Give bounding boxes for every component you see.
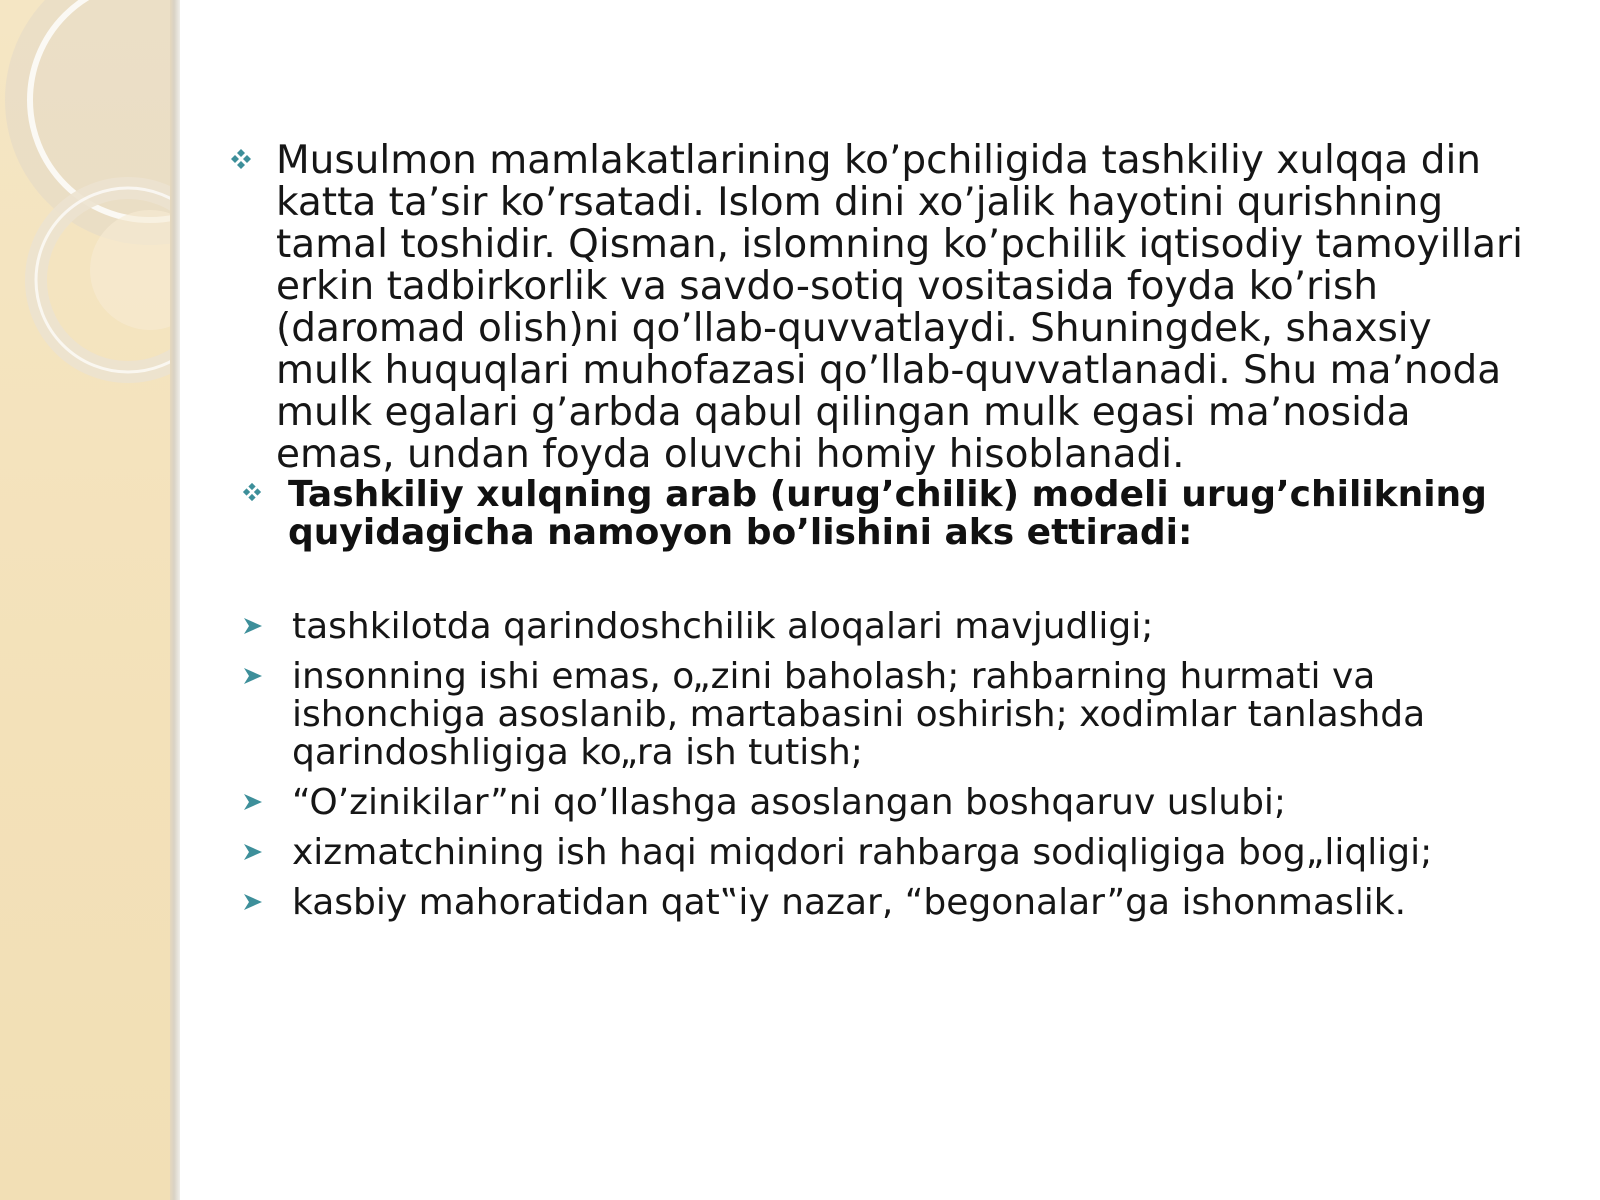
list-item (230, 658, 1530, 772)
decorative-side-panel (0, 0, 176, 1200)
intro-paragraph: Musulmon mamlakatlarining ko’pchiligida tashkiliy xulqqa din katta ta’sir ko’rsatadi. Islom dini xo’jalik hayotini qurishning tamal toshidir. Qisman, islomning ko’pchilik iqtisodiy tamoyillari erkin tadbirkorlik va savdo-sotiq vositasida foyda ko’rish (daromad olish)ni qo’llab-quvvatlaydi. Shuningdek, shaxsiy mulk huquqlari muhofazasi qo’llab-quvvatlanadi. Shu ma’noda mulk egalari g’arbda qabul qilingan mulk egasi ma’nosida emas, undan foyda oluvchi homiy hisoblanadi. (276, 138, 1523, 477)
list-item-text: xizmatchining ish haqi miqdori rahbarga sodiqligiga bog„liqligi; (292, 832, 1433, 873)
arrowhead-bullet-icon (242, 666, 264, 686)
section-heading-block (242, 476, 1530, 552)
list-item-text: tashkilotda qarindoshchilik aloqalari mavjudligi; (292, 606, 1154, 647)
slide-content (230, 140, 1530, 934)
list-item (230, 884, 1530, 922)
four-diamond-bullet-icon (230, 148, 252, 170)
list-item (230, 608, 1530, 646)
list-item-text: insonning ishi emas, o„zini baholash; rahbarning hurmati va ishonchiga asoslanib, martabasini oshirish; xodimlar tanlashda qarindoshligiga ko„ra ish tutish; (292, 656, 1426, 773)
section-heading: Tashkiliy xulqning arab (urug’chilik) modeli urug’chilikning quyidagicha namoyon bo’lishini aks ettiradi: (288, 474, 1487, 553)
list-item (230, 784, 1530, 822)
arrowhead-bullet-icon (242, 892, 264, 912)
decorative-rings-graphic (0, 0, 176, 1200)
four-diamond-bullet-icon (242, 482, 262, 502)
list-item-text: “O’zinikilar”ni qo’llashga asoslangan boshqaruv uslubi; (292, 782, 1287, 823)
side-panel-edge (170, 0, 180, 1200)
characteristics-list (230, 608, 1530, 922)
intro-paragraph-block (230, 140, 1530, 476)
arrowhead-bullet-icon (242, 792, 264, 812)
arrowhead-bullet-icon (242, 842, 264, 862)
list-item-text: kasbiy mahoratidan qat‟iy nazar, “begonalar”ga ishonmaslik. (292, 882, 1407, 923)
arrowhead-bullet-icon (242, 616, 264, 636)
list-item (230, 834, 1530, 872)
